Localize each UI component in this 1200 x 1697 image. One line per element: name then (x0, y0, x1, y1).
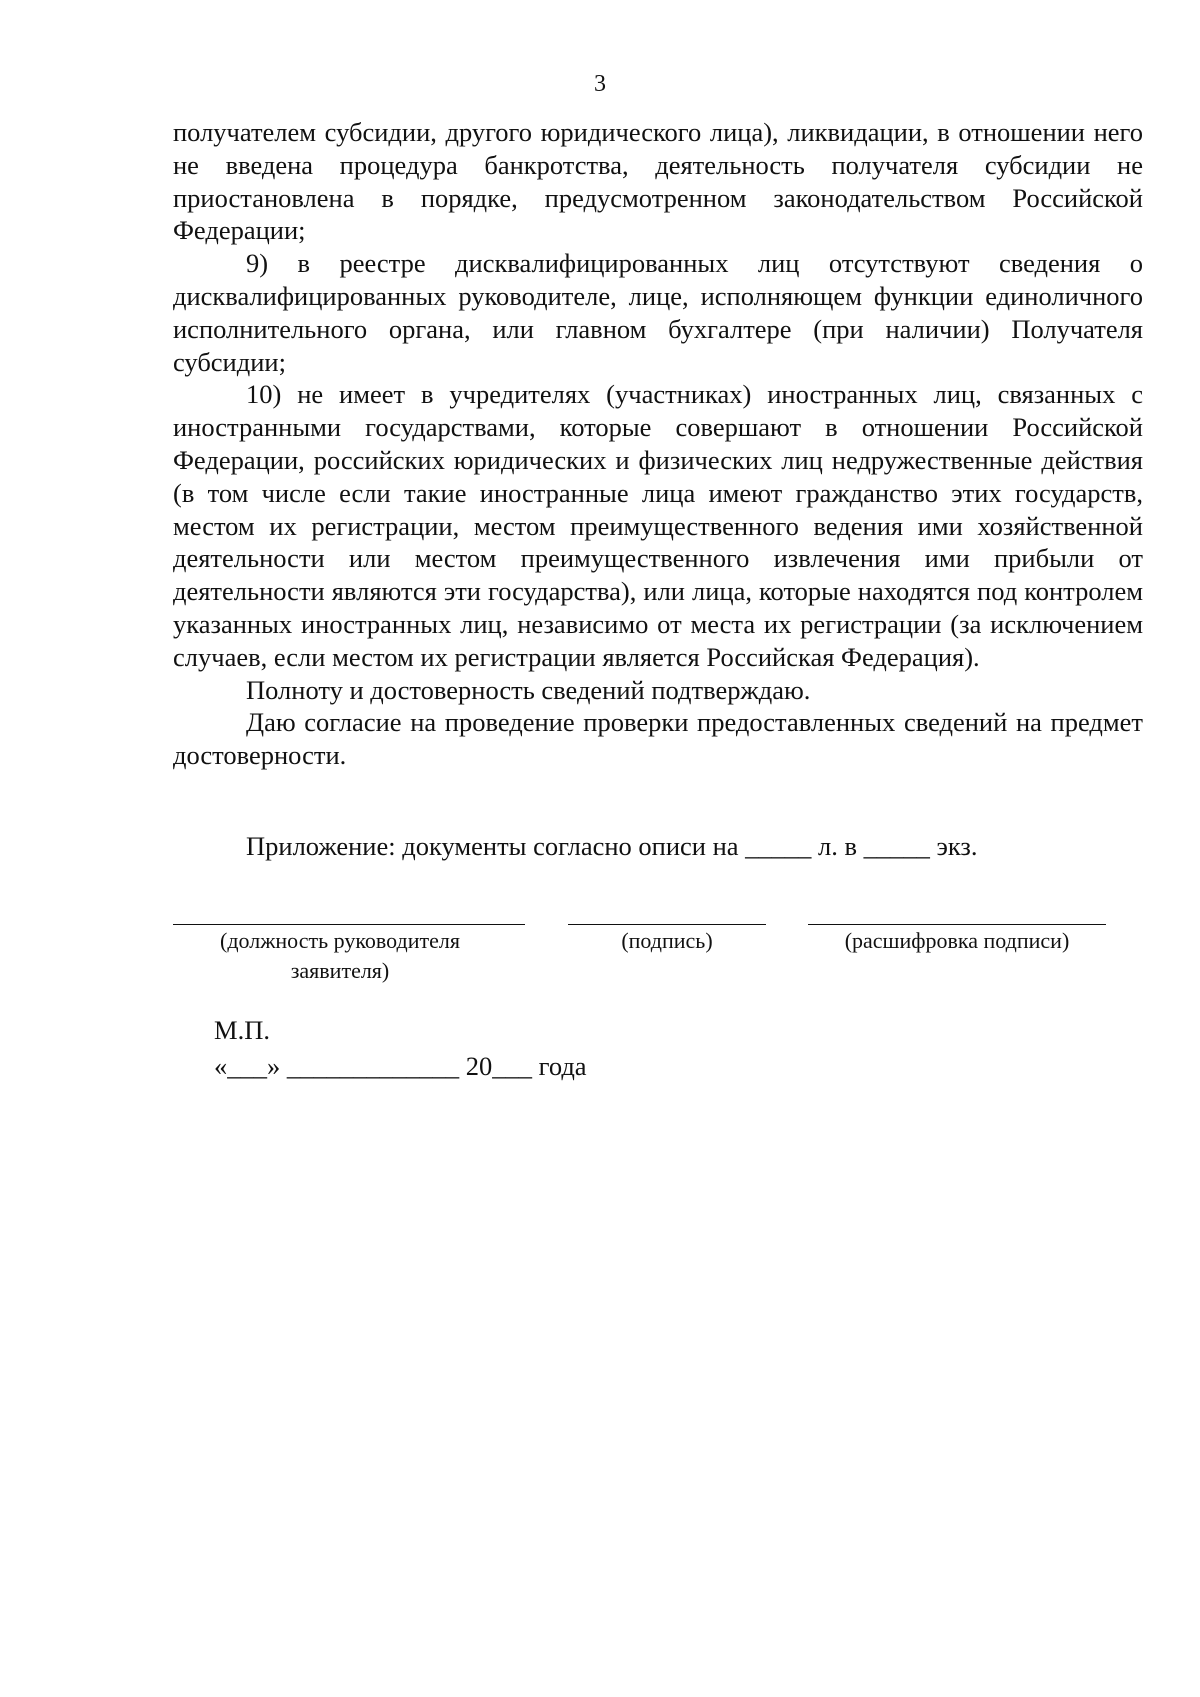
date-line: «___» _____________ 20___ года (214, 1051, 587, 1081)
signature-line (568, 924, 766, 925)
paragraph-item-10: 10) не имеет в учредителях (участниках) иностранных лиц, связанных с иностранными государствами, которые совершают в отношении Российской Федерации, российских юридических и физических лиц недружественные действия (в том числе если такие иностранные лица имеют гражданство этих государств, местом их регистрации, местом преимущественного ведения ими хозяйственной деятельности или местом преимущественного извлечения ими прибыли от деятельности являются эти государства), или лица, которые находятся под контролем указанных иностранных лиц, независимо от места их регистрации (за исключением случаев, если местом их регистрации является Российская Федерация). (173, 379, 1143, 672)
paragraph-item-9: 9) в реестре дисквалифицированных лиц отсутствуют сведения о дисквалифицированных руководителе, лице, исполняющем функции единоличного исполнительного органа, или главном бухгалтере (при наличии) Получателя субсидии; (173, 248, 1143, 377)
appendix-line: Приложение: документы согласно описи на _____ л. в _____ экз. (246, 831, 978, 861)
document-body (173, 116, 1143, 772)
paragraph-consent: Даю согласие на проведение проверки предоставленных сведений на предмет достоверности. (173, 707, 1143, 771)
signature-caption: (подпись) (621, 928, 713, 953)
page-number: 3 (594, 71, 606, 97)
decoding-signature-line (808, 924, 1106, 925)
position-signature-line (173, 924, 525, 925)
position-caption: (должность руководителя заявителя) (220, 928, 460, 983)
stamp-place-label: М.П. (214, 1015, 270, 1045)
decoding-caption: (расшифровка подписи) (844, 928, 1070, 953)
paragraph-continuation: получателем субсидии, другого юридического лица), ликвидации, в отношении него не введена процедура банкротства, деятельность получателя субсидии не приостановлена в порядке, предусмотренном законодательством Российской Федерации; (173, 117, 1143, 246)
paragraph-confirmation: Полноту и достоверность сведений подтверждаю. (246, 674, 811, 705)
